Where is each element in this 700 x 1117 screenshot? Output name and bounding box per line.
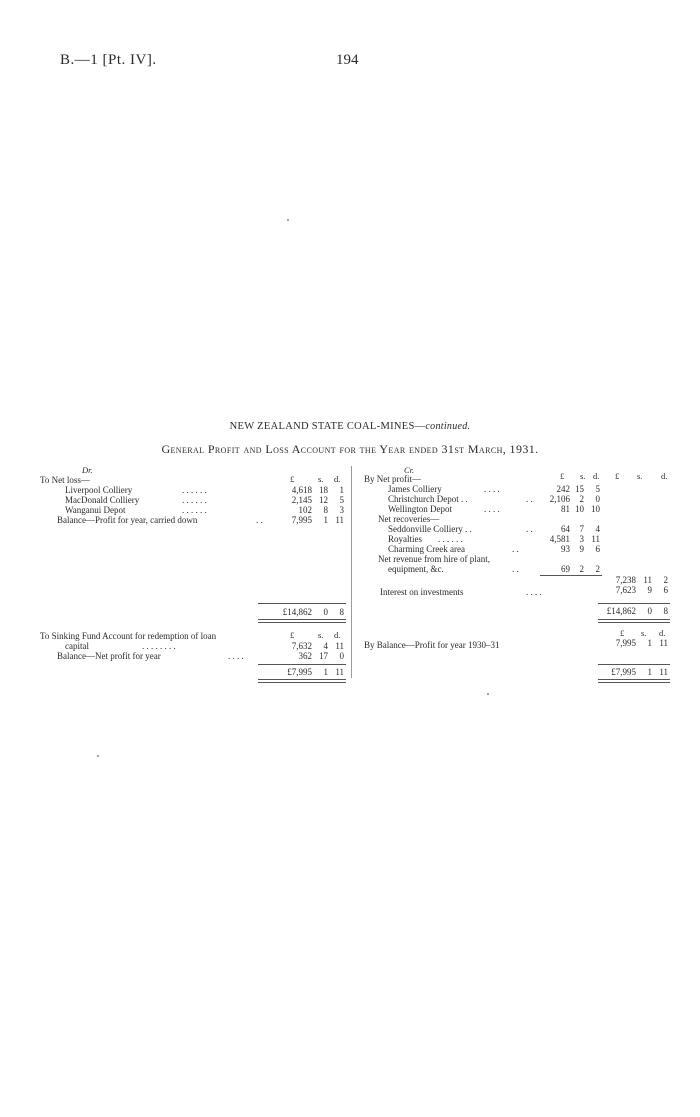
- cr-recovery-row-pence: 4: [595, 524, 600, 534]
- cr-profit-row-leader: . . . .: [484, 484, 500, 494]
- account-title: General Profit and Loss Account for the Year ended 31st March, 1931.: [161, 442, 539, 456]
- dr2-balance-shillings: 17: [319, 651, 328, 661]
- scan-speck: [487, 693, 489, 695]
- dr2-balance-pence: 0: [339, 651, 344, 661]
- cr-recovery-row-shillings: 7: [579, 524, 584, 534]
- dr-row-label: Wanganui Depot: [65, 505, 126, 515]
- cr2-currency-pounds: £: [620, 628, 625, 638]
- cr-total-rule: [598, 603, 670, 604]
- cr-currency-shillings: s.: [580, 471, 586, 481]
- dr-row-label: Balance—Profit for year, carried down: [57, 515, 198, 525]
- cr-hire-leader: . .: [512, 564, 519, 574]
- cr-recovery-row-pounds: 64: [561, 524, 570, 534]
- cr-subtotal-rule: [540, 575, 602, 576]
- cr-interest-label: Interest on investments: [380, 587, 464, 597]
- cr2-balance-pounds: 7,995: [615, 638, 636, 648]
- cr-recovery-row-leader: . . . . . .: [438, 534, 463, 544]
- dr-row-pence: 5: [339, 495, 344, 505]
- cr2-balance-shillings: 1: [647, 638, 652, 648]
- dr2-capital-pence: 11: [335, 641, 344, 651]
- dr-row-shillings: 12: [319, 495, 328, 505]
- dr-currency-pence: d.: [334, 474, 341, 484]
- cr-recovery-row-shillings: 3: [579, 534, 584, 544]
- cr-recovery-row-pounds: 93: [561, 544, 570, 554]
- dr-row-pence: 3: [339, 505, 344, 515]
- cr-interest-shillings: 9: [647, 585, 652, 595]
- cr-interest-pence: 6: [663, 585, 668, 595]
- cr-recovery-row-pence: 11: [591, 534, 600, 544]
- cr-profit-row-pounds: 2,106: [549, 494, 570, 504]
- cr-subtotal-shillings: 11: [643, 575, 652, 585]
- cr-hire-shillings: 2: [579, 564, 584, 574]
- cr-net-profit-heading: By Net profit—: [364, 474, 421, 484]
- cr-recovery-row-pounds: 4,581: [549, 534, 570, 544]
- cr-currency-pounds: £: [560, 471, 565, 481]
- cr-hire-line-1: Net revenue from hire of plant,: [378, 554, 490, 564]
- dr2-sinking-fund-line: To Sinking Fund Account for redemption of loan: [40, 631, 217, 641]
- cr2-total-rule: [598, 664, 670, 665]
- cr2-total-shillings: 1: [647, 667, 652, 677]
- cr2-total-double-rule: [598, 679, 670, 683]
- dr2-currency-shillings: s.: [318, 630, 324, 640]
- cr-profit-row-pence: 5: [595, 484, 600, 494]
- cr-hire-pounds: 69: [561, 564, 570, 574]
- cr2-balance-pence: 11: [659, 638, 668, 648]
- cr-profit-row-pence: 10: [591, 504, 600, 514]
- column-divider: [351, 466, 352, 678]
- dr-row-pounds: 102: [298, 505, 312, 515]
- cr-net-recoveries-heading: Net recoveries—: [378, 514, 440, 524]
- scan-speck: [287, 219, 289, 221]
- cr-currency-pence: d.: [593, 471, 600, 481]
- dr2-total-pounds: £7,995: [287, 667, 312, 677]
- cr-recovery-row-pence: 6: [595, 544, 600, 554]
- dr2-balance-leader: . . . .: [228, 651, 244, 661]
- dr-total-pence: 8: [339, 607, 344, 617]
- cr-profit-row-label: James Colliery: [388, 484, 442, 494]
- dr-row-leader: . . . . . .: [182, 495, 207, 505]
- dr-total-rule: [258, 603, 346, 604]
- cr-total-pounds: £14,862: [606, 606, 636, 616]
- cr-subtotal-pence: 2: [663, 575, 668, 585]
- document-title: [0, 421, 700, 432]
- dr2-currency-pounds: £: [290, 630, 295, 640]
- cr2-total-pounds: £7,995: [611, 667, 636, 677]
- cr-subtotal-pounds: 7,238: [615, 575, 636, 585]
- cr-profit-row-shillings: 15: [575, 484, 584, 494]
- cr-profit-row-shillings: 10: [575, 504, 584, 514]
- dr2-total-shillings: 1: [323, 667, 328, 677]
- cr-profit-row-pence: 0: [595, 494, 600, 504]
- cr-currency-shillings-2: s.: [637, 471, 643, 481]
- dr-currency-pounds: £: [290, 474, 295, 484]
- cr-interest-leader: . . . .: [526, 587, 542, 597]
- cr2-total-pence: 11: [659, 667, 668, 677]
- dr-row-shillings: 1: [323, 515, 328, 525]
- cr-profit-row-label: Wellington Depot: [388, 504, 453, 514]
- dr-row-shillings: 18: [319, 485, 328, 495]
- cr-profit-row-leader: . . . .: [484, 504, 500, 514]
- cr-currency-pounds-2: £: [615, 471, 620, 481]
- cr-recovery-row-label: Royalties: [388, 534, 422, 544]
- dr2-total-double-rule: [258, 679, 346, 683]
- cr2-balance-label: By Balance—Profit for year 1930–31: [364, 640, 500, 650]
- dr2-capital-leader: . . . . . . . .: [142, 641, 176, 651]
- dr-total-shillings: 0: [323, 607, 328, 617]
- dr-row-leader: . . . . . .: [182, 485, 207, 495]
- dr-row-pence: 1: [339, 485, 344, 495]
- scan-speck: [97, 755, 99, 757]
- dr2-total-pence: 11: [335, 667, 344, 677]
- cr-total-pence: 8: [663, 606, 668, 616]
- title-main: NEW ZEALAND STATE COAL-MINES—: [229, 421, 426, 432]
- cr-profit-row-label: Christchurch Depot . .: [388, 494, 468, 504]
- cr2-currency-shillings: s.: [641, 628, 647, 638]
- dr2-capital-pounds: 7,632: [291, 641, 312, 651]
- cr-profit-row-pounds: 81: [561, 504, 570, 514]
- cr2-currency-pence: d.: [659, 628, 666, 638]
- dr-row-pounds: 4,618: [291, 485, 312, 495]
- cr-currency-pence-2: d.: [661, 471, 668, 481]
- cr-hire-pence: 2: [595, 564, 600, 574]
- cr-recovery-row-leader: . .: [526, 524, 533, 534]
- dr-row-label: Liverpool Colliery: [65, 485, 133, 495]
- cr-label: Cr.: [404, 465, 415, 475]
- dr-row-leader: . .: [256, 515, 263, 525]
- dr-currency-shillings: s.: [318, 474, 324, 484]
- cr-recovery-row-leader: . .: [512, 544, 519, 554]
- cr-profit-row-pounds: 242: [556, 484, 570, 494]
- cr-profit-row-leader: . .: [526, 494, 533, 504]
- dr-label: Dr.: [82, 465, 93, 475]
- dr-row-leader: . . . . . .: [182, 505, 207, 515]
- cr-interest-pounds: 7,623: [615, 585, 636, 595]
- dr2-balance-label: Balance—Net profit for year: [57, 651, 161, 661]
- dr2-capital-label: capital: [65, 641, 89, 651]
- cr-recovery-row-label: Seddonville Colliery . .: [388, 524, 472, 534]
- dr2-total-rule: [258, 664, 346, 665]
- document-reference: B.—1 [Pt. IV].: [60, 52, 157, 68]
- dr-total-pounds: £14,862: [282, 607, 312, 617]
- page-number: 194: [336, 52, 359, 68]
- dr-row-label: MacDonald Colliery: [65, 495, 140, 505]
- dr2-balance-pounds: 362: [298, 651, 312, 661]
- title-suffix: continued.: [425, 421, 471, 432]
- dr-net-loss-heading: To Net loss—: [40, 475, 90, 485]
- cr-total-shillings: 0: [647, 606, 652, 616]
- dr-row-shillings: 8: [323, 505, 328, 515]
- dr2-currency-pence: d.: [334, 630, 341, 640]
- cr-hire-line-2: equipment, &c.: [388, 564, 444, 574]
- cr-total-double-rule: [598, 619, 670, 623]
- cr-profit-row-shillings: 2: [579, 494, 584, 504]
- dr-row-pounds: 7,995: [291, 515, 312, 525]
- dr-total-double-rule: [258, 619, 346, 623]
- dr-row-pounds: 2,145: [291, 495, 312, 505]
- dr-row-pence: 11: [335, 515, 344, 525]
- cr-recovery-row-label: Charming Creek area: [388, 544, 465, 554]
- dr2-capital-shillings: 4: [323, 641, 328, 651]
- cr-recovery-row-shillings: 9: [579, 544, 584, 554]
